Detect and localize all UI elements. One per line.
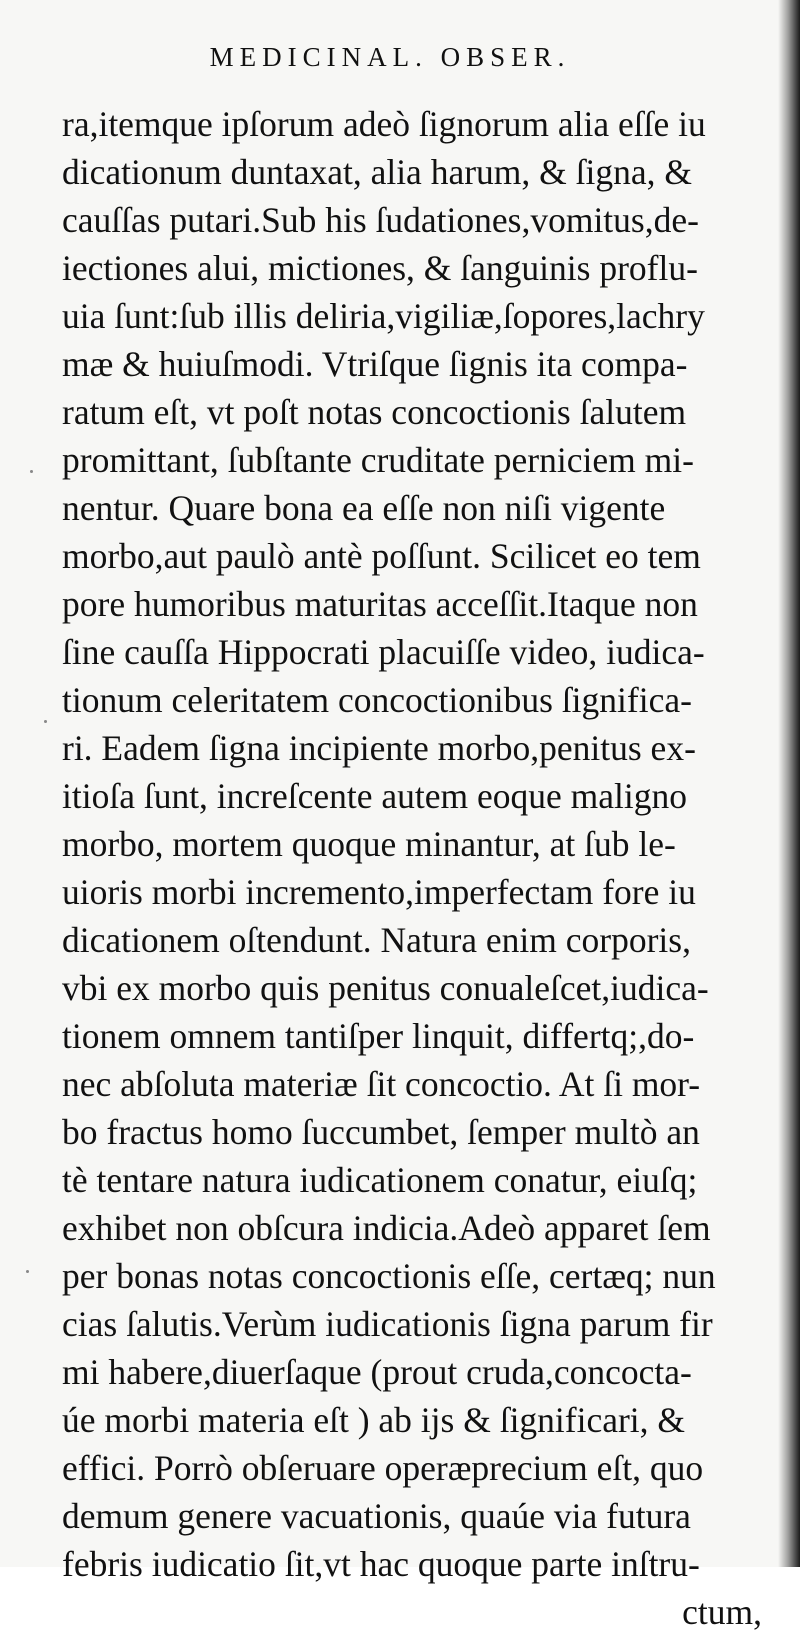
text-line: mi habere,diuerſaque (prout cruda,concocta- [62,1352,692,1392]
text-line: promittant, ſubſtante cruditate perniciem mi- [62,440,694,480]
text-line: pore humoribus maturitas acceſſit.Itaque non [62,584,698,624]
text-line: febris iudicatio ſit,vt hac quoque parte inſtru- [62,1544,700,1584]
text-line: tionem omnem tantiſper linquit, differtq;,do- [62,1016,695,1056]
text-line: nec abſoluta materiæ ſit concoctio. At ſi mor- [62,1064,701,1104]
text-line: demum genere vacuationis, quaúe via futura [62,1496,691,1536]
catchword: ctum, [682,1592,762,1632]
text-line: dicationem oſtendunt. Natura enim corporis, [62,920,691,960]
body-text [62,100,762,1636]
text-line: exhibet non obſcura indicia.Adeò apparet ſem [62,1208,711,1248]
text-line: dicationum duntaxat, alia harum, & ſigna, & [62,152,692,192]
text-line: ratum eſt, vt poſt notas concoctionis ſalutem [62,392,687,432]
text-line: bo fractus homo ſuccumbet, ſemper multò an [62,1112,700,1152]
text-line: ri. Eadem ſigna incipiente morbo,penitus ex- [62,728,696,768]
text-line: mæ & huiuſmodi. Vtriſque ſignis ita compa- [62,344,688,384]
text-line: uia ſunt:ſub illis deliria,vigiliæ,ſopores,lachry [62,296,705,336]
text-line: vbi ex morbo quis penitus conualeſcet,iudica- [62,968,709,1008]
text-line: cauſſas putari.Sub his ſudationes,vomitus,de- [62,200,699,240]
text-line: iectiones alui, mictiones, & ſanguinis proflu- [62,248,698,288]
running-head: MEDICINAL. OBSER. [209,42,571,72]
paper-speck [26,1270,29,1273]
text-line: uioris morbi incremento,imperfectam fore iu [62,872,696,912]
paper-speck [44,720,47,723]
text-line: úe morbi materia eſt ) ab ijs & ſignificari, & [62,1400,686,1440]
text-line: morbo,aut paulò antè poſſunt. Scilicet eo tem [62,536,701,576]
text-line: morbo, mortem quoque minantur, at ſub le- [62,824,676,864]
binding-edge [778,0,800,1567]
text-line: ra,itemque ipſorum adeò ſignorum alia eſſe iu [62,104,706,144]
text-line: cias ſalutis.Verùm iudicationis ſigna parum fir [62,1304,713,1344]
text-line: tè tentare natura iudicationem conatur, eiuſq; [62,1160,698,1200]
text-line: nentur. Quare bona ea eſſe non niſi vigente [62,488,666,528]
text-line: itioſa ſunt, increſcente autem eoque maligno [62,776,687,816]
text-line: per bonas notas concoctionis eſſe, certæq; nun [62,1256,716,1296]
text-line: tionum celeritatem concoctionibus ſignifica- [62,680,692,720]
text-line: ſine cauſſa Hippocrati placuiſſe video, iudica- [62,632,705,672]
paper-speck [30,470,33,473]
text-line: effici. Porrò obſeruare operæprecium eſt, quo [62,1448,704,1488]
